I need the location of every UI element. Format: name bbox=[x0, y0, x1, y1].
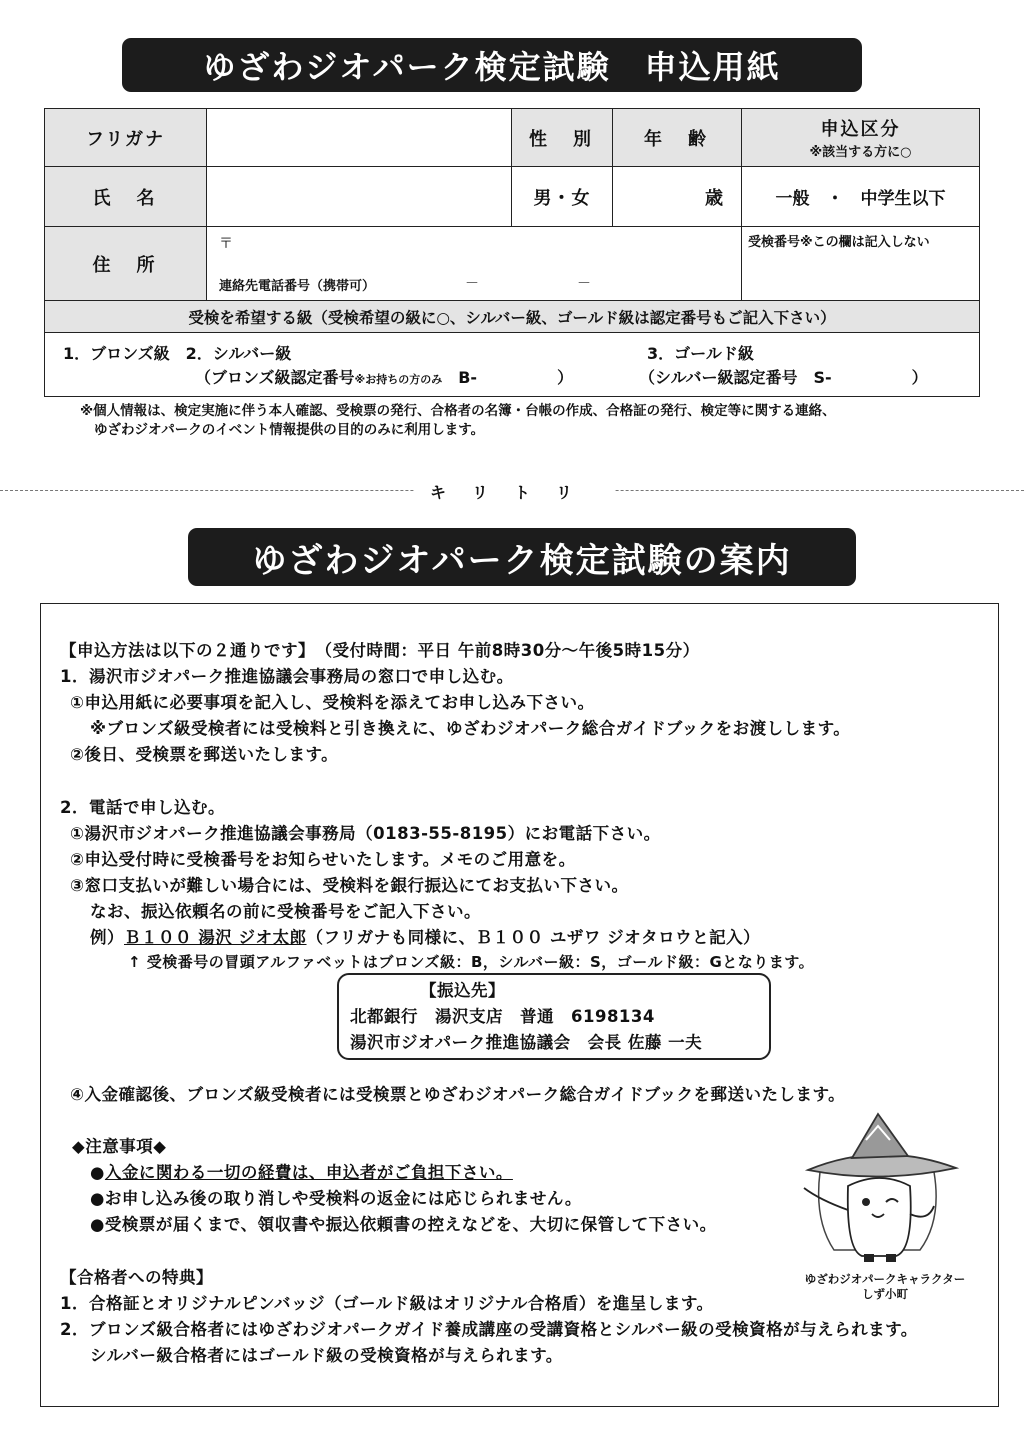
bullet: ● bbox=[90, 1163, 105, 1182]
age-field[interactable] bbox=[613, 167, 742, 227]
benefit-1: 1．合格証とオリジナルピンバッジ（ゴールド級はオリジナル合格盾）を進呈します。 bbox=[60, 1294, 714, 1313]
bronze-cert-prefix: B- ） bbox=[458, 368, 574, 387]
age-unit: 歳 bbox=[705, 187, 723, 209]
bank-title: 【振込先】 bbox=[420, 981, 505, 1000]
address-field[interactable] bbox=[207, 227, 742, 301]
grade-bronze-silver[interactable]: 1．ブロンズ級 2．シルバー級 bbox=[63, 344, 292, 363]
caution-1 bbox=[90, 1159, 513, 1183]
phone-label: 連絡先電話番号（携帯可） bbox=[219, 279, 376, 294]
method-2-note: なお、振込依頼名の前に受検番号をご記入下さい。 bbox=[90, 902, 481, 921]
caution-title: ◆注意事項◆ bbox=[72, 1137, 167, 1156]
privacy-line-1: ※個人情報は、検定実施に伴う本人確認、受検票の発行、合格者の名簿・台帳の作成、合格証の発行、検定等に関する連絡、 bbox=[80, 403, 836, 419]
method-1-step-1: ①申込用紙に必要事項を記入し、受検料を添えてお申し込み下さい。 bbox=[70, 693, 595, 712]
benefit-2: 2．ブロンズ級合格者にはゆざわジオパークガイド養成講座の受講資格とシルバー級の受検資格が与えられます。 bbox=[60, 1320, 918, 1339]
category-note: ※該当する方に○ bbox=[809, 145, 912, 160]
mascot-caption-line-2: しず小町 bbox=[862, 1287, 908, 1301]
benefits-heading: 【合格者への特典】 bbox=[60, 1268, 213, 1287]
phone-dashes: － － bbox=[465, 276, 591, 292]
method-2-step-2: ②申込受付時に受検番号をお知らせいたします。メモのご用意を。 bbox=[70, 850, 576, 869]
bank-account-holder: 湯沢市ジオパーク推進協議会 会長 佐藤 一夫 bbox=[350, 1033, 703, 1052]
caution-2: ●お申し込み後の取り消しや受検料の返金には応じられません。 bbox=[90, 1189, 582, 1208]
age-label: 年 齢 bbox=[613, 109, 742, 167]
privacy-line-2: ゆざわジオパークのイベント情報提供の目的のみに利用します。 bbox=[94, 422, 485, 438]
example-name: Ｂ１００ 湯沢 ジオ太郎 bbox=[124, 928, 307, 947]
example-furigana: （フリガナも同様に、Ｂ１００ ユザワ ジオタロウと記入） bbox=[306, 928, 761, 947]
application-methods-heading: 【申込方法は以下の２通りです】 （受付時間：平日 午前8時30分～午後5時15分） bbox=[60, 641, 700, 660]
method-2-step-3: ③窓口支払いが難しい場合には、受検料を銀行振込にてお支払い下さい。 bbox=[70, 876, 629, 895]
mascot-caption-line-1: ゆざわジオパークキャラクター bbox=[804, 1272, 966, 1286]
grade-gold[interactable]: 3．ゴールド級 bbox=[647, 344, 754, 363]
address-label: 住 所 bbox=[45, 227, 207, 301]
furigana-label: フリガナ bbox=[45, 109, 207, 167]
example-line bbox=[90, 924, 760, 948]
name-label: 氏 名 bbox=[45, 167, 207, 227]
mascot-shizu-komachi-icon bbox=[800, 1110, 960, 1265]
exam-number-box: 受検番号※この欄は記入しない bbox=[742, 227, 980, 301]
name-field[interactable] bbox=[207, 167, 512, 227]
bronze-cert-label: （ブロンズ級認定番号 bbox=[195, 368, 355, 387]
bronze-cert-note: ※お持ちの方のみ bbox=[354, 373, 443, 386]
method-2: 2．電話で申し込む。 bbox=[60, 798, 225, 817]
mascot-caption bbox=[790, 1272, 980, 1302]
method-2-step-4: ④入金確認後、ブロンズ級受検者には受検票とゆざわジオパーク総合ガイドブックを郵送いたします。 bbox=[70, 1085, 846, 1104]
bank-account: 北都銀行 湯沢支店 普通 6198134 bbox=[350, 1007, 655, 1026]
application-form bbox=[44, 108, 980, 397]
method-1-step-2: ②後日、受検票を郵送いたします。 bbox=[70, 745, 339, 764]
guide-title: ゆざわジオパーク検定試験の案内 bbox=[188, 528, 856, 586]
form-title: ゆざわジオパーク検定試験 申込用紙 bbox=[122, 38, 862, 92]
bronze-cert-number[interactable] bbox=[195, 365, 573, 388]
postal-mark: 〒 bbox=[219, 236, 233, 252]
privacy-note bbox=[80, 402, 836, 440]
method-1-note: ※ブロンズ級受検者には受検料と引き換えに、ゆざわジオパーク総合ガイドブックをお渡しします。 bbox=[90, 719, 851, 738]
caution-1-text: 入金に関わる一切の経費は、申込者がご負担下さい。 bbox=[104, 1163, 513, 1182]
category-label: 申込区分 bbox=[820, 119, 901, 140]
gender-label: 性 別 bbox=[512, 109, 613, 167]
exam-number-prefix-note: ↑ 受検番号の冒頭アルファベットはブロンズ級：B，シルバー級：S，ゴールド級：Gとなります。 bbox=[128, 953, 815, 971]
category-header bbox=[742, 109, 980, 167]
category-options[interactable]: 一般 ・ 中学生以下 bbox=[742, 167, 980, 227]
cut-label: キリトリ bbox=[414, 480, 614, 503]
example-prefix: 例） bbox=[90, 928, 124, 947]
grade-selection[interactable] bbox=[45, 333, 980, 397]
benefit-3: シルバー級合格者にはゴールド級の受検資格が与えられます。 bbox=[90, 1346, 563, 1365]
grade-header: 受検を希望する級（受検希望の級に○、シルバー級、ゴールド級は認定番号もご記入下さい） bbox=[45, 301, 980, 333]
silver-cert-number[interactable]: （シルバー級認定番号 S- ） bbox=[639, 368, 928, 387]
method-2-step-1: ①湯沢市ジオパーク推進協議会事務局（0183-55-8195）にお電話下さい。 bbox=[70, 824, 661, 843]
furigana-field[interactable] bbox=[207, 109, 512, 167]
gender-options[interactable]: 男・女 bbox=[512, 167, 613, 227]
method-1: 1．湯沢市ジオパーク推進協議会事務局の窓口で申し込む。 bbox=[60, 667, 514, 686]
caution-3: ●受検票が届くまで、領収書や振込依頼書の控えなどを、大切に保管して下さい。 bbox=[90, 1215, 717, 1234]
